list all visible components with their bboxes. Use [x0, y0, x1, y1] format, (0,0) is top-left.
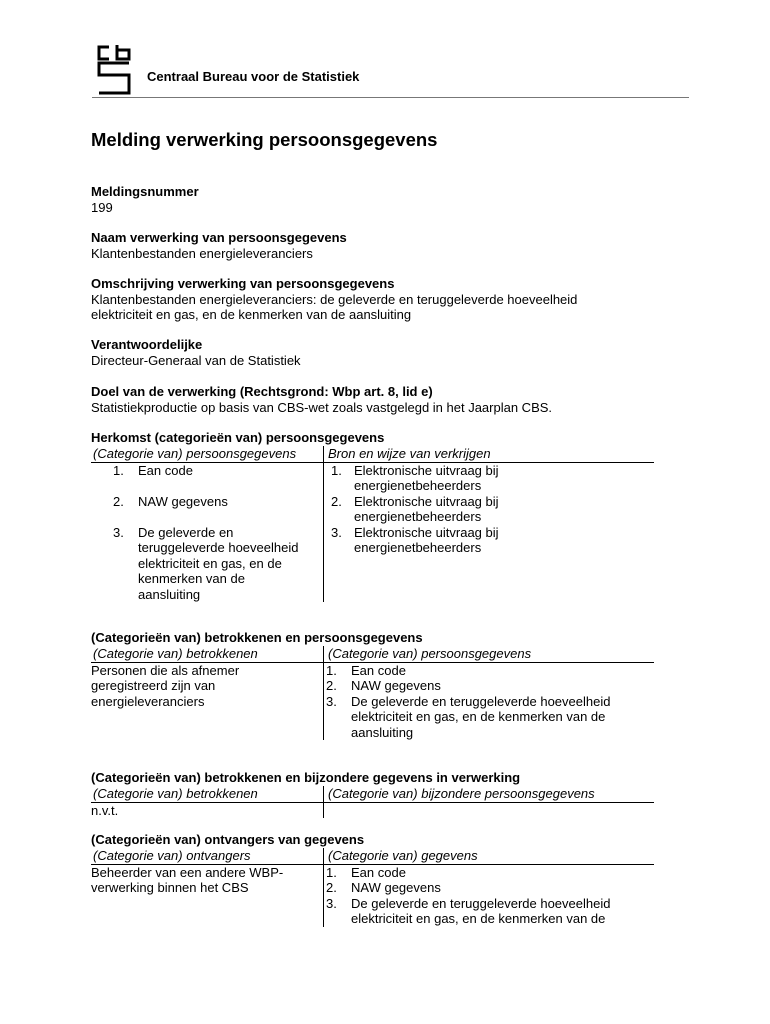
- herkomst-right-cell: [323, 463, 654, 603]
- betrokkenen-left-cell: Personen die als afnemer geregistreerd zijn van energieleveranciers: [91, 662, 240, 709]
- betrokkenen-col2-header: (Categorie van) persoonsgegevens: [323, 646, 654, 662]
- ontvangers-label: (Categorieën van) ontvangers van gegevens: [91, 832, 365, 847]
- bijzondere-table-body: [91, 803, 654, 819]
- ontvangers-table-header: [91, 848, 654, 865]
- betrokkenen-persoonsgegevens-table: [91, 646, 654, 740]
- bijzondere-col1-header: (Categorie van) betrokkenen: [93, 786, 258, 801]
- herkomst-left-cell: [91, 463, 323, 603]
- naam-label: Naam verwerking van persoonsgegevens: [91, 230, 347, 245]
- list-item: 3. De geleverde en teruggeleverde hoeveelheid elektriciteit en gas, en de kenmerken van de aansluiting: [326, 693, 611, 740]
- omschrijving-section: [91, 276, 691, 323]
- list-item: 3. De geleverde en teruggeleverde hoeveelheid elektriciteit en gas, en de kenmerken van de: [326, 895, 611, 926]
- herkomst-table-header: [91, 446, 654, 463]
- list-item: 2. Elektronische uitvraag bij energienetbeheerders: [331, 493, 499, 524]
- bijzondere-col2-header: (Categorie van) bijzondere persoonsgegevens: [323, 786, 654, 802]
- meldingsnummer-label: Meldingsnummer: [91, 184, 199, 199]
- list-item: 3. De geleverde en teruggeleverde hoeveelheid elektriciteit en gas, en de kenmerken van de aansluiting: [113, 524, 299, 602]
- list-item: 2. NAW gegevens: [326, 880, 441, 895]
- list-item: 1. Ean code: [326, 662, 406, 678]
- naam-section: [91, 230, 691, 261]
- ontvangers-col2-header: (Categorie van) gegevens: [323, 848, 654, 864]
- verantwoordelijke-section: [91, 337, 691, 368]
- herkomst-col1-header: (Categorie van) persoonsgegevens: [93, 446, 297, 461]
- omschrijving-line-1: Klantenbestanden energieleveranciers: de geleverde en teruggeleverde hoeveelheid: [91, 291, 578, 307]
- list-item: 2. NAW gegevens: [326, 678, 441, 693]
- doel-section: [91, 384, 691, 415]
- list-item: 1. Ean code: [326, 864, 406, 880]
- doel-value: Statistiekproductie op basis van CBS-wet zoals vastgelegd in het Jaarplan CBS.: [91, 399, 553, 415]
- ontvangers-col1-header: (Categorie van) ontvangers: [93, 848, 251, 863]
- betrokkenen-col1-header: (Categorie van) betrokkenen: [93, 646, 258, 661]
- ontvangers-left-cell: Beheerder van een andere WBP- verwerking binnen het CBS: [91, 864, 284, 895]
- betrokkenen-right-cell: [323, 663, 654, 741]
- list-item: 1. Elektronische uitvraag bij energienetbeheerders: [331, 462, 499, 493]
- herkomst-col2-header: Bron en wijze van verkrijgen: [323, 446, 654, 462]
- betrokkenen-table-body: [91, 663, 654, 741]
- herkomst-table: [91, 446, 654, 602]
- ontvangers-table-body: [91, 865, 654, 927]
- betrokkenen-table-header: [91, 646, 654, 663]
- meldingsnummer-value: 199: [91, 199, 113, 215]
- list-item: 1. Ean code: [113, 462, 193, 478]
- list-item: 3. Elektronische uitvraag bij energienetbeheerders: [331, 524, 499, 555]
- betrokkenen-persoonsgegevens-label: (Categorieën van) betrokkenen en persoonsgegevens: [91, 630, 423, 645]
- omschrijving-label: Omschrijving verwerking van persoonsgegevens: [91, 276, 395, 291]
- bijzondere-label: (Categorieën van) betrokkenen en bijzondere gegevens in verwerking: [91, 770, 521, 785]
- naam-value: Klantenbestanden energieleveranciers: [91, 245, 313, 261]
- header-divider: [92, 97, 689, 98]
- bijzondere-left-cell: n.v.t.: [91, 802, 119, 818]
- meldingsnummer-section: [91, 184, 691, 215]
- herkomst-label: Herkomst (categorieën van) persoonsgegevens: [91, 430, 385, 445]
- herkomst-table-body: [91, 463, 654, 603]
- cbs-logo-icon: [96, 44, 132, 96]
- ontvangers-right-cell: [323, 865, 654, 927]
- ontvangers-table: [91, 848, 654, 927]
- bijzondere-table: [91, 786, 654, 818]
- doel-label: Doel van de verwerking (Rechtsgrond: Wbp art. 8, lid e): [91, 384, 433, 399]
- list-item: 2. NAW gegevens: [113, 493, 228, 509]
- verantwoordelijke-value: Directeur-Generaal van de Statistiek: [91, 352, 301, 368]
- verantwoordelijke-label: Verantwoordelijke: [91, 337, 203, 352]
- organization-name: Centraal Bureau voor de Statistiek: [147, 69, 360, 84]
- bijzondere-right-cell: [323, 803, 654, 819]
- page-title: Melding verwerking persoonsgegevens: [91, 129, 438, 150]
- omschrijving-line-2: elektriciteit en gas, en de kenmerken van de aansluiting: [91, 307, 412, 322]
- bijzondere-table-header: [91, 786, 654, 803]
